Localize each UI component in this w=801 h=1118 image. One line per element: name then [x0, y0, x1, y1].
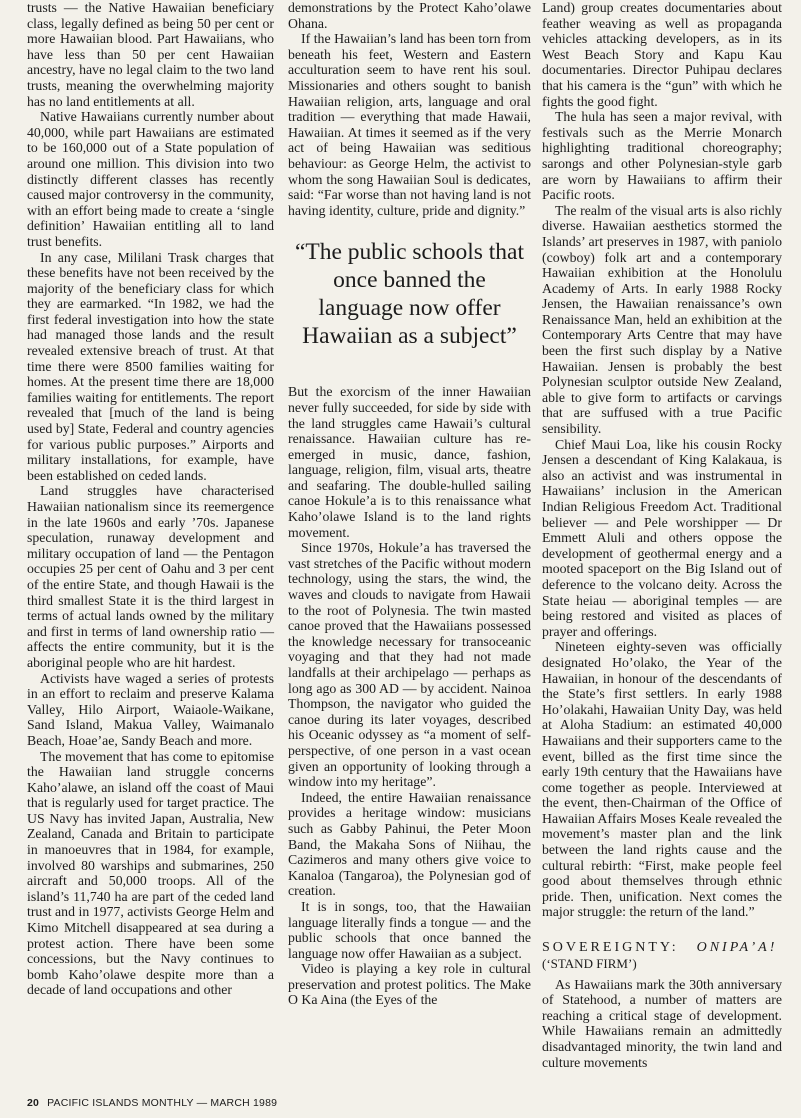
- paragraph: If the Hawaiian’s land has been torn from beneath his feet, Western and Eastern acculturation seem to have rent his soul. Missionaries and others sought to banish Hawaiian religion, arts, language and oral tradition — everything that made Hawaii, Hawaiian. At times it seemed as if the very act of being Hawaiian was seditious behaviour: as George Helm, the activist to whom the song Hawaiian Soul is dedicates, said: “Far worse than not having land is not having identity, culture, pride and dignity.”: [288, 31, 531, 218]
- section-subheading: [542, 940, 782, 971]
- paragraph: trusts — the Native Hawaiian beneficiary class, legally defined as being 50 per cent or more Hawaiian blood. Part Hawaiians, who have less than 50 per cent Hawaiian ancestry, have no legal claim to the two land trusts, meaning the overwhelming majority has no land entitlements at all.: [27, 0, 274, 109]
- paragraph: Activists have waged a series of protests in an effort to reclaim and preserve Kalama Valley, Hilo Airport, Waiaole-Waikane, Sand Island, Makua Valley, Waimanalo Beach, Hoae’ae, Sandy Beach and more.: [27, 670, 274, 748]
- paragraph: Native Hawaiians currently number about 40,000, while part Hawaiians are estimated to be 160,000 out of a State population of around one million. This division into two distinctly different classes has recently caused major controversy in the community, with an effort being made to create a ‘single definition’ Hawaiian entitling all to land trust benefits.: [27, 109, 274, 249]
- paragraph: Video is playing a key role in cultural preservation and protest politics. The Make O Ka Aina (the Eyes of the: [288, 961, 531, 1008]
- subheading-main: SOVEREIGNTY:: [542, 940, 679, 956]
- paragraph: Chief Maui Loa, like his cousin Rocky Jensen a descendant of King Kalakaua, is also an activist and was instrumental in Hawaiians’ inclusion in the American Indian Religious Freedom Act. Traditional believer — and Pele worshipper — Dr Emmett Aluli and others oppose the development of geothermal energy and a mooted spaceport on the Big Island out of deference to the volcano deity. Across the State heiau — aboriginal temples — are being restored and visited as places of prayer and offerings.: [542, 436, 782, 639]
- publication-line: PACIFIC ISLANDS MONTHLY — MARCH 1989: [47, 1097, 278, 1109]
- paragraph: But the exorcism of the inner Hawaiian never fully succeeded, for side by side with the land struggles came Hawaii’s cultural renaissance. Hawaiian culture has re-emerged in music, dance, fashion, language, religion, film, visual arts, theatre and seafaring. The double-hulled sailing canoe Hokule’a is to this renaissance what Kaho’olawe Island is to the land rights movement.: [288, 384, 531, 540]
- paragraph: It is in songs, too, that the Hawaiian language literally finds a tongue — and the public schools that once banned the language now offer Hawaiian as a subject.: [288, 898, 531, 961]
- paragraph: Indeed, the entire Hawaiian renaissance provides a heritage window: musicians such as Gabby Pahinui, the Peter Moon Band, the Makaha Sons of Niihau, the Cazimeros and many others give voice to Kanaloa (Tangaroa), the Polynesian god of creation.: [288, 789, 531, 899]
- article-column-3: [542, 0, 782, 1070]
- subheading-translation: (‘STAND FIRM’): [542, 955, 637, 971]
- paragraph: In any case, Mililani Trask charges that these benefits have not been received by the majority of the beneficiary class for which they are earmarked. “In 1982, we had the first federal investigation into how the state had managed those lands and the result revealed extensive breach of trust. At that time there were 8500 families waiting for homes. At the present time there are 18,000 families waiting for entitlements. The report revealed that [much of the land is being used by] State, Federal and country agencies for various public purposes.” Airports and military installations, for example, have been established on ceded lands.: [27, 249, 274, 483]
- paragraph: Since 1970s, Hokule’a has traversed the vast stretches of the Pacific without modern technology, using the stars, the wind, the waves and clouds to navigate from Hawaii to the root of Polynesia. The twin masted canoe proved that the Hawaiians possessed the knowledge necessary for transoceanic voyaging and that they had not made landfalls at their archipelago — perhaps as long ago as 300 AD — by accident. Nainoa Thompson, the navigator who guided the canoe during its later voyages, described his Oceanic odyssey as “a moment of self-perspective, of one person in a vast ocean given an opportunity of looking through a window into my heritage”.: [288, 540, 531, 790]
- page-footer: [27, 1097, 277, 1109]
- article-column-2: [288, 0, 531, 1008]
- paragraph: The movement that has come to epitomise the Hawaiian land struggle concerns Kaho’alawe, an island off the coast of Maui that is regularly used for target practice. The US Navy has invited Japan, Australia, New Zealand, Canada and Britain to participate in manoeuvres that in 1984, for example, involved 80 warships and submarines, 250 aircraft and 50,000 troops. All of the island’s 11,740 ha are part of the ceded land trust and in 1977, activists George Helm and Kimo Mitchell disappeared at sea during a protest action. There have been some concessions, but the Navy continues to bomb Kaho’olawe despite more than a decade of land occupations and other: [27, 748, 274, 998]
- pull-quote: “The public schools that once banned the language now offer Hawaiian as a subject”: [294, 239, 525, 350]
- page-number: 20: [27, 1097, 40, 1109]
- paragraph: The realm of the visual arts is also richly diverse. Hawaiian aesthetics stormed the Islands’ art preserves in 1987, with paniolo (cowboy) folk art and a contemporary Hawaiian exhibition at the Honolulu Academy of Arts. In early 1988 Rocky Jensen, the Hawaiian renaissance’s own Renaissance Man, held an exhibition at the Contemporary Arts Centre that may have been the first such display by a Native Hawaiian. Jensen is probably the best Polynesian sculptor outside New Zealand, able to give form to artifacts or carvings that are suffused with a true Pacific sensibility.: [542, 202, 782, 437]
- subheading-italic: ONIPA’A!: [696, 940, 778, 956]
- paragraph: demonstrations by the Protect Kaho’olawe Ohana.: [288, 0, 531, 31]
- paragraph: Land) group creates documentaries about feather weaving as well as propaganda vehicles attacking developers, as in its West Beach Story and Kapu Kau documentaries. Director Puhipau declares that his camera is the “gun” with which he fights the good fight.: [542, 0, 782, 109]
- paragraph: As Hawaiians mark the 30th anniversary of Statehood, a number of matters are reaching a critical stage of development. While Hawaiians remain an admittedly disadvantaged minority, the twin land and culture movements: [542, 976, 782, 1070]
- article-column-1: [27, 0, 274, 998]
- paragraph: Land struggles have characterised Hawaiian nationalism since its reemergence in the late 1960s and early ’70s. Japanese speculation, runaway development and military occupation of land — the Pentagon occupies 25 per cent of Oahu and 3 per cent of the entire State, and though Hawaii is the third smallest State it is the third largest in terms of actual lands owned by the military and first in terms of land ownership ratio — affects the entire community, but it is the aboriginal people who are hit hardest.: [27, 483, 274, 670]
- paragraph: Nineteen eighty-seven was officially designated Ho’olako, the Year of the Hawaiian, in honour of the descendants of the State’s first settlers. In early 1988 Ho’olakahi, Hawaiian Unity Day, was held at Aloha Stadium: an estimated 40,000 Hawaiians and their supporters came to the event, billed as the first time since the early 19th century that the Hawaiians have come together as people. Interviewed at the event, then-Chairman of the Office of Hawaiian Affairs Moses Keale revealed the movement’s master plan and the link between the land rights cause and the cultural rebirth: “First, make people feel good about themselves through ethnic pride. Then, unification. Next comes the major struggle: the return of the land.”: [542, 639, 782, 920]
- paragraph: The hula has seen a major revival, with festivals such as the Merrie Monarch highlighting traditional choreography; sarongs and other Polynesian-style garb are worn by Hawaiians to affirm their Pacific roots.: [542, 109, 782, 203]
